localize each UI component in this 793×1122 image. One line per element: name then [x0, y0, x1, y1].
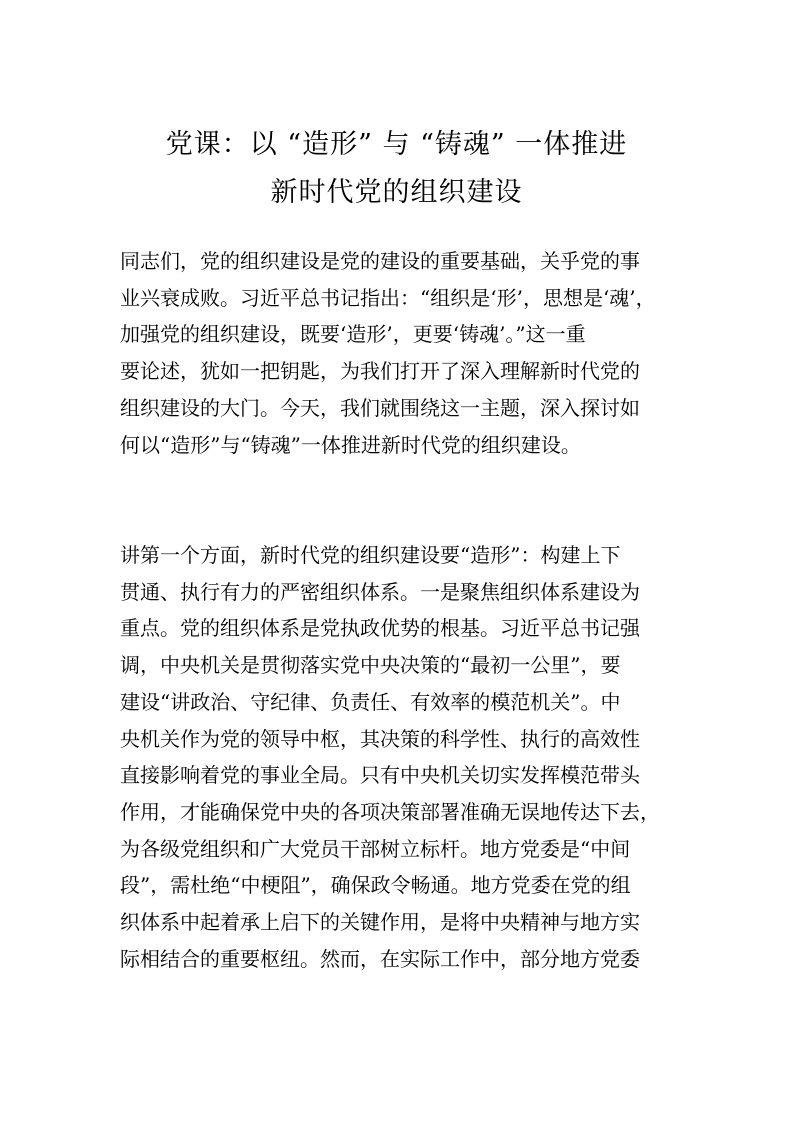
- paragraph-line: 为各级党组织和广大党员干部树立标杆。地方党委是“中间: [120, 836, 631, 861]
- paragraph-line: 际相结合的重要枢纽。然而，在实际工作中，部分地方党委: [120, 946, 640, 971]
- document-title-line-1: 党课：以 “造形” 与 “铸魂” 一体推进: [165, 129, 628, 160]
- paragraph-line: 直接影响着党的事业全局。只有中央机关切实发挥模范带头: [120, 763, 640, 788]
- paragraph-1: [120, 243, 682, 463]
- paragraph-2: [120, 537, 682, 977]
- paragraph-line: 建设“讲政治、守纪律、负责任、有效率的模范机关”。中: [120, 689, 621, 714]
- paragraph-line: 组织建设的大门。今天，我们就围绕这一主题，深入探讨如: [120, 395, 640, 420]
- paragraph-line: 同志们，党的组织建设是党的建设的重要基础，关乎党的事: [120, 249, 640, 273]
- paragraph-line: 作用，才能确保党中央的各项决策部署准确无误地传达下去，: [120, 799, 660, 824]
- document-title-line-2: 新时代党的组织建设: [270, 177, 523, 208]
- paragraph-line: 讲第一个方面，新时代党的组织建设要“造形”：构建上下: [120, 543, 621, 567]
- paragraph-line: 调，中央机关是贯彻落实党中央决策的“最初一公里”，要: [120, 653, 621, 678]
- paragraph-line: 织体系中起着承上启下的关键作用，是将中央精神与地方实: [120, 910, 640, 935]
- paragraph-line: 何以“造形”与“铸魂”一体推进新时代党的组织建设。: [120, 432, 581, 457]
- paragraph-line: 业兴衰成败。习近平总书记指出：“组织是‘形’，思想是‘魂’，: [120, 285, 656, 310]
- paragraph-line: 重点。党的组织体系是党执政优势的根基。习近平总书记强: [120, 616, 640, 641]
- paragraph-line: 贯通、执行有力的严密组织体系。一是聚焦组织体系建设为: [120, 579, 640, 604]
- paragraph-line: 加强党的组织建设，既要‘造形’，更要‘铸魂’。”这一重: [120, 322, 586, 347]
- paragraph-line: 要论述，犹如一把钥匙，为我们打开了深入理解新时代党的: [120, 359, 640, 384]
- paragraph-line: 央机关作为党的领导中枢，其决策的科学性、执行的高效性: [120, 726, 640, 751]
- paragraph-line: 段”，需杜绝“中梗阻”，确保政令畅通。地方党委在党的组: [120, 873, 631, 898]
